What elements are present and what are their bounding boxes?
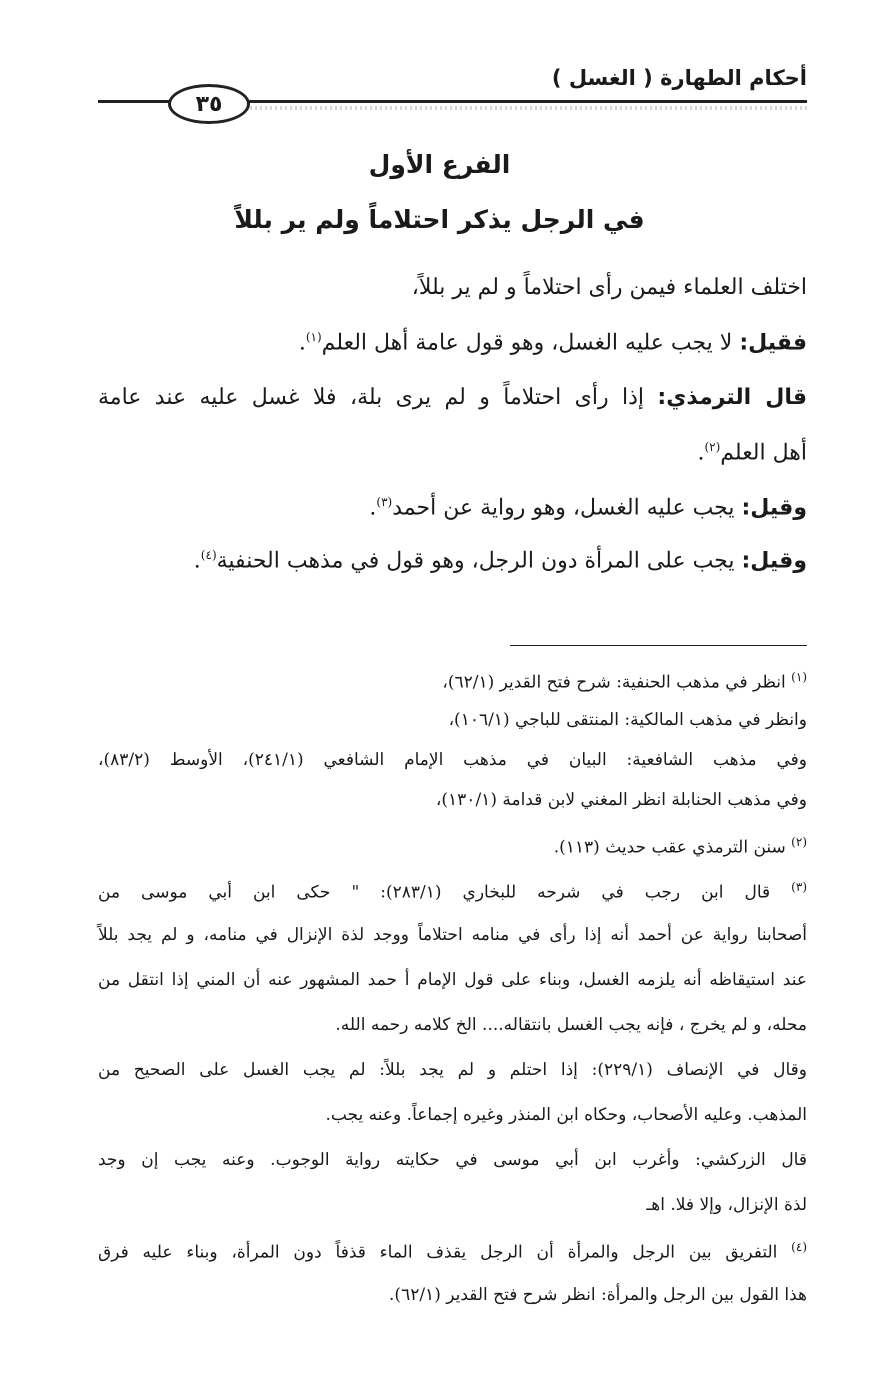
- footnote-1-line-4: وفي مذهب الحنابلة انظر المغني لابن قدامة (١٣٠/١)،: [435, 790, 807, 810]
- footnote-2-line-1: $^{(٢)}$ سنن الترمذي عقب حديث (١١٣).: [553, 835, 807, 858]
- opinion-3-text: يجب على المرأة دون الرجل، وهو قول في مذهب الحنفية: [216, 548, 742, 574]
- footnote-1-line-1: $^{(١)}$ انظر في مذهب الحنفية: شرح فتح القدير (٦٢/١)،: [442, 670, 807, 693]
- opinion-2-text: يجب عليه الغسل، وهو رواية عن أحمد: [392, 495, 742, 521]
- footnote-3-line-4: محله، و لم يخرج ، فإنه يجب الغسل بانتقاله.... الخ كلامه رحمه الله.: [335, 1015, 807, 1035]
- footnote-3-line-1: $^{(٣)}$ قال ابن رجب في شرحه للبخاري (٢٨٣/١): " حكى ابن أبي موسى من: [98, 880, 807, 903]
- page-number-text: ٣٥: [195, 91, 223, 117]
- section-subtitle: في الرجل يذكر احتلاماً ولم ير بللاً: [234, 205, 645, 234]
- page-number: [168, 84, 250, 124]
- opinion-2-label: وقيل:: [741, 495, 807, 521]
- running-title: أحكام الطهارة ( الغسل ): [551, 66, 807, 90]
- tirmidhi-text: إذا رأى احتلاماً و لم يرى بلة، فلا غسل عليه عند عامة: [98, 385, 658, 410]
- footnote-3-line-7: قال الزركشي: وأغرب ابن أبي موسى في حكايته رواية الوجوب. وعنه يجب إن وجد: [98, 1150, 807, 1170]
- footnote-separator: [510, 645, 807, 646]
- footnote-ref-1: (١): [305, 330, 322, 344]
- tirmidhi-quote: [98, 385, 807, 410]
- opinion-1-label: فقيل:: [739, 330, 807, 356]
- footnote-3-line-5: وقال في الإنصاف (٢٢٩/١): إذا احتلم و لم يجد بللاً: لم يجب الغسل على الصحيح من: [98, 1060, 807, 1080]
- footnote-4-line-2: هذا القول بين الرجل والمرأة: انظر شرح فتح القدير (٦٢/١).: [389, 1285, 807, 1305]
- opinion-2: وقيل: يجب عليه الغسل، وهو رواية عن أحمد$^{(٣)}$.: [369, 495, 807, 521]
- opinion-3: وقيل: يجب على المرأة دون الرجل، وهو قول في مذهب الحنفية$^{(٤)}$.: [193, 548, 807, 574]
- footnote-3-line-6: المذهب. وعليه الأصحاب، وحكاه ابن المنذر وغيره إجماعاً. وعنه يجب.: [325, 1105, 807, 1125]
- intro-paragraph: اختلف العلماء فيمن رأى احتلاماً و لم ير بللاً،: [411, 275, 807, 300]
- opinion-1: فقيل: لا يجب عليه الغسل، وهو قول عامة أهل العلم$^{(١)}$.: [298, 330, 807, 356]
- header-rule-texture: [250, 106, 807, 110]
- footnote-1-line-3: وفي مذهب الشافعية: البيان في مذهب الإمام الشافعي (٢٤١/١)، الأوسط (٨٣/٢)،: [98, 750, 807, 770]
- footnote-3-line-8: لذة الإنزال، وإلا فلا. اهـ: [646, 1195, 807, 1215]
- footnote-ref-4: (٤): [200, 548, 217, 562]
- footnote-3-line-3: عند استيقاظه أنه يلزمه الغسل، وبناء على قول الإمام أ حمد المشهور عنه أن المني إذا انتقل من: [98, 970, 807, 990]
- tirmidhi-label: قال الترمذي:: [657, 385, 807, 410]
- footnote-1-line-2: وانظر في مذهب المالكية: المنتقى للباجي (١٠٦/١)،: [448, 710, 807, 730]
- opinion-1-text: لا يجب عليه الغسل، وهو قول عامة أهل العلم: [321, 330, 740, 356]
- footnote-4-line-1: $^{(٤)}$ التفريق بين الرجل والمرأة أن الرجل يقذف الماء قذفاً دون المرأة، وبناء عليه فرق: [98, 1240, 807, 1263]
- footnote-3-line-2: أصحابنا رواية عن أحمد أنه إذا رأى في منامه احتلاماً ووجد لذة الإنزال في منامه، و لم يجد بللاً: [98, 925, 807, 945]
- footnote-ref-3: (٣): [376, 495, 393, 509]
- tirmidhi-quote-cont: أهل العلم$^{(٢)}$.: [697, 440, 807, 466]
- footnote-ref-2: (٢): [704, 440, 721, 454]
- opinion-3-label: وقيل:: [741, 548, 807, 574]
- section-heading: الفرع الأول: [368, 150, 511, 179]
